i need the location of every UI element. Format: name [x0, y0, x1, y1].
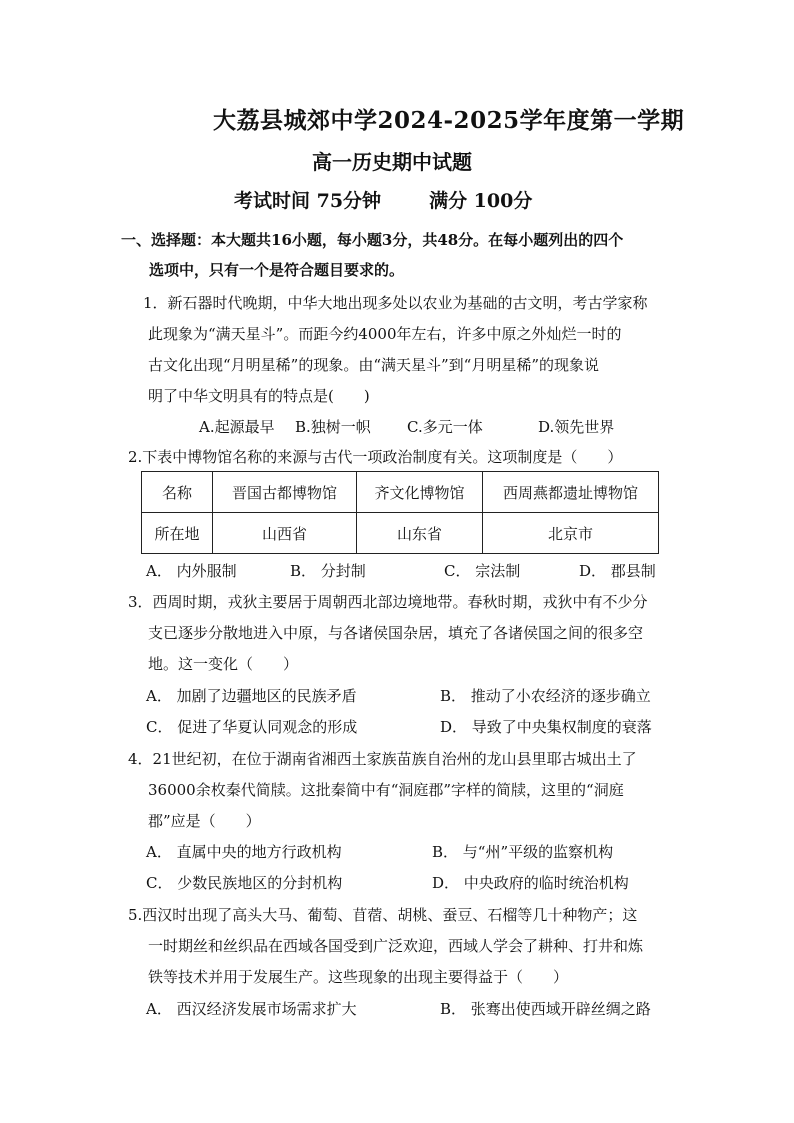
- q1-option-d: D.领先世界: [538, 418, 615, 436]
- q5-option-a: A． 西汉经济发展市场需求扩大: [146, 1000, 357, 1018]
- section-heading-line1: 一、选择题：本大题共16小题，每小题3分，共48分。在每小题列出的四个: [121, 231, 624, 249]
- q2-option-d: D． 郡县制: [579, 562, 656, 580]
- q1-line: 此现象为“满天星斗”。而距今约4000年左右，许多中原之外灿烂一时的: [148, 325, 622, 343]
- q3-line: 3．西周时期，戎狄主要居于周朝西北部边境地带。春秋时期，戎狄中有不少分: [128, 593, 648, 611]
- exam-score: 满分 100分: [429, 190, 533, 212]
- section-heading-line2: 选项中，只有一个是符合题目要求的。: [149, 261, 405, 279]
- q3-line: 支已逐步分散地进入中原，与各诸侯国杂居，填充了各诸侯国之间的很多空: [148, 624, 644, 642]
- q1-line: 古文化出现“月明星稀”的现象。由“满天星斗”到“月明星稀”的现象说: [148, 356, 600, 374]
- q4-option-d: D． 中央政府的临时统治机构: [432, 874, 629, 892]
- table-cell: 名称: [142, 472, 213, 513]
- exam-name-title: 高一历史期中试题: [312, 150, 472, 174]
- q3-option-a: A． 加剧了边疆地区的民族矛盾: [146, 687, 357, 705]
- table-cell: 晋国古都博物馆: [213, 472, 357, 513]
- table-row: [142, 472, 659, 513]
- q2-option-c: C． 宗法制: [444, 562, 521, 580]
- table-cell: 北京市: [483, 513, 659, 554]
- q1-line: 1．新石器时代晚期，中华大地出现多处以农业为基础的古文明，考古学家称: [143, 294, 648, 312]
- q3-option-c: C． 促进了华夏认同观念的形成: [146, 718, 358, 736]
- q4-line: 36000余枚秦代简牍。这批秦简中有“洞庭郡”字样的简牍，这里的“洞庭: [148, 781, 624, 799]
- q5-option-b: B． 张骞出使西域开辟丝绸之路: [440, 1000, 651, 1018]
- q3-line: 地。这一变化（ ）: [148, 655, 299, 673]
- q3-option-b: B． 推动了小农经济的逐步确立: [440, 687, 651, 705]
- q1-option-a: A.起源最早: [199, 418, 275, 436]
- q4-option-b: B． 与“州”平级的监察机构: [432, 843, 614, 861]
- table-cell: 山东省: [357, 513, 483, 554]
- table-cell: 山西省: [213, 513, 357, 554]
- q2-option-a: A． 内外服制: [146, 562, 237, 580]
- q4-option-c: C． 少数民族地区的分封机构: [146, 874, 343, 892]
- table-row: [142, 513, 659, 554]
- q5-line: 铁等技术并用于发展生产。这些现象的出现主要得益于（ ）: [148, 968, 569, 986]
- q4-option-a: A． 直属中央的地方行政机构: [146, 843, 342, 861]
- table-cell: 西周燕都遗址博物馆: [483, 472, 659, 513]
- q2-stem: 2.下表中博物馆名称的来源与古代一项政治制度有关。这项制度是（ ）: [128, 448, 623, 466]
- q4-line: 郡”应是（ ）: [148, 812, 261, 830]
- exam-info: [234, 186, 532, 213]
- q1-line: 明了中华文明具有的特点是( ): [148, 387, 370, 405]
- q1-option-b: B.独树一帜: [295, 418, 371, 436]
- q5-line: 5.西汉时出现了高头大马、葡萄、苜蓿、胡桃、蚕豆、石榴等几十种物产；这: [128, 906, 638, 924]
- table-cell: 齐文化博物馆: [357, 472, 483, 513]
- q4-line: 4．21世纪初，在位于湖南省湘西土家族苗族自治州的龙山县里耶古城出土了: [128, 750, 637, 768]
- q1-option-c: C.多元一体: [407, 418, 483, 436]
- exam-time: 考试时间 75分钟: [234, 190, 382, 212]
- table-cell: 所在地: [142, 513, 213, 554]
- school-term-title: 大荔县城郊中学2024-2025学年度第一学期: [213, 107, 685, 134]
- q2-option-b: B． 分封制: [290, 562, 366, 580]
- museum-table: [141, 471, 659, 554]
- q3-option-d: D． 导致了中央集权制度的衰落: [440, 718, 652, 736]
- q5-line: 一时期丝和丝织品在西域各国受到广泛欢迎，西域人学会了耕种、打井和炼: [148, 937, 644, 955]
